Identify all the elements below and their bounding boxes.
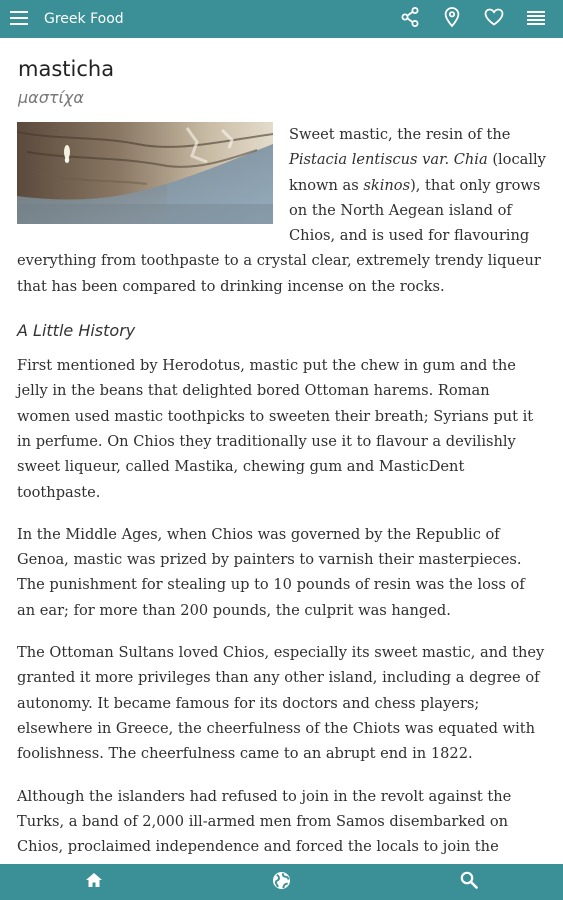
article [0, 56, 563, 859]
home-icon [85, 872, 103, 892]
map-pin-icon [444, 7, 460, 31]
article-title: masticha [18, 57, 115, 81]
section-heading: A Little History [17, 321, 136, 341]
bottom-navigation [0, 864, 563, 900]
app-bar [0, 0, 563, 38]
history-paragraph-4: Although the islanders had refused to join in the revolt against the Turks, a band of 2,000 ill-armed men from Samos disembarked on Chios, proclaimed independence and forced the locals to join the [17, 787, 512, 856]
article-scroll-area[interactable] [0, 38, 563, 864]
app-title: Greek Food [44, 11, 124, 27]
lead-paragraph [17, 122, 546, 299]
share-button[interactable] [389, 0, 431, 38]
history-paragraph-1: First mentioned by Herodotus, mastic put the chew in gum and the jelly in the beans that delighted bored Ottoman harems. Roman women used mastic toothpicks to sweeten their breath; Syrians put it in perfume. On Chios they traditionally use it to flavour a devilishly sweet liqueur, called Mastika, chewing gum and MasticDent toothpaste. [17, 357, 534, 501]
location-button[interactable] [431, 0, 473, 38]
globe-icon [272, 871, 291, 894]
explore-button[interactable] [188, 864, 376, 900]
lead-local-name: skinos [363, 176, 411, 194]
list-icon [527, 10, 545, 29]
history-paragraph-2: In the Middle Ages, when Chios was governed by the Republic of Genoa, mastic was prized by painters to varnish their masterpieces. The punishment for stealing up to 10 pounds of resin was the loss of an ear; for more than 200 pounds, the culprit was hanged. [17, 525, 525, 619]
mastic-photo[interactable] [17, 122, 273, 224]
article-subtitle-greek: μαστίχα [18, 88, 84, 107]
lead-species: Pistacia lentiscus var. Chia [289, 151, 488, 169]
history-paragraph-3: The Ottoman Sultans loved Chios, especially its sweet mastic, and they granted it more privileges than any other island, including a degree of autonomy. It became famous for its doctors and chess players; elsewhere in Greece, the cheerfulness of the Chiots was equated with foolishness. The cheerfulness came to an abrupt end in 1822. [17, 644, 545, 763]
favorite-button[interactable] [473, 0, 515, 38]
share-icon [401, 7, 419, 31]
lead-text-1: Sweet mastic, the resin of the [289, 126, 511, 143]
search-button[interactable] [375, 864, 563, 900]
heart-icon [484, 8, 504, 30]
home-button[interactable] [0, 864, 188, 900]
lead-text-2: (locally known as [289, 151, 546, 194]
menu-button[interactable] [0, 0, 38, 38]
menu-icon [10, 10, 28, 29]
contents-button[interactable] [515, 0, 557, 38]
lead-text-3: ), that only grows on the North Aegean island of Chios, and is used for flavouring everything from toothpaste to a crystal clear, extremely trendy liqueur that has been compared to drinking incense on the rocks. [17, 176, 541, 295]
search-icon [460, 871, 478, 893]
